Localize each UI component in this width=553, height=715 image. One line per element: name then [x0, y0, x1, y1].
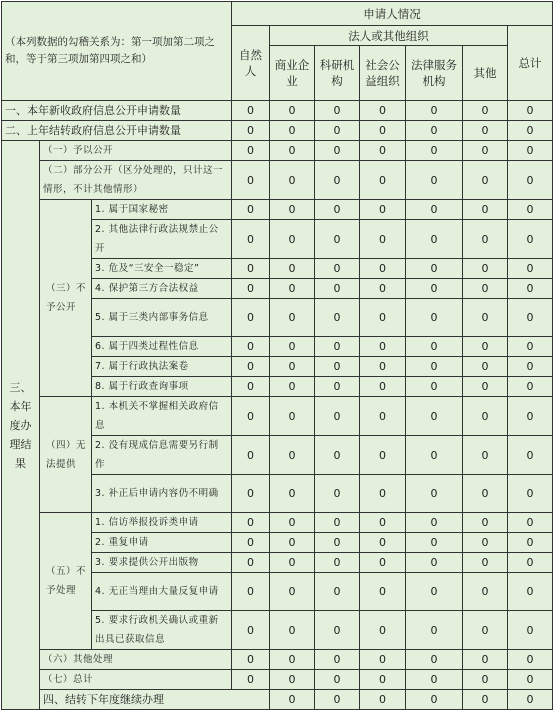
cell-value: 0: [508, 161, 553, 200]
table-row: [2, 200, 553, 220]
cell-value: 0: [315, 436, 360, 475]
cell-value: 0: [406, 690, 463, 710]
cell-value: 0: [315, 377, 360, 397]
row-label: 二、上年结转政府信息公开申请数量: [2, 121, 232, 141]
table-row: [2, 690, 553, 710]
cell-value: 0: [315, 337, 360, 357]
cell-value: 0: [508, 475, 553, 513]
cell-value: 0: [232, 141, 270, 161]
cell-value: 0: [508, 141, 553, 161]
cell-value: 0: [406, 121, 463, 141]
cell-value: 0: [508, 101, 553, 121]
cell-value: 0: [360, 377, 406, 397]
cell-value: 0: [270, 553, 315, 573]
row-label: （二）部分公开（区分处理的，只计这一情形，不计其他情形）: [40, 161, 232, 200]
cell-value: 0: [406, 513, 463, 533]
header-note: （本列数据的勾稽关系为：第一项加第二项之和，等于第三项加第四项之和）: [2, 2, 232, 101]
table-row: [2, 670, 553, 690]
cell-value: 0: [508, 553, 553, 573]
row-label: 1. 属于国家秘密: [92, 200, 232, 220]
cell-value: 0: [270, 200, 315, 220]
row-label: （六）其他处理: [40, 650, 232, 670]
table-row: [2, 121, 553, 141]
cell-value: 0: [463, 611, 508, 650]
cell-value: 0: [360, 650, 406, 670]
row-label: 2. 没有现成信息需要另行制作: [92, 436, 232, 475]
row-label: （七）总计: [40, 670, 232, 690]
cell-value: 0: [360, 397, 406, 436]
header-legal-group: 法人或其他组织: [270, 26, 508, 46]
cell-value: 0: [508, 279, 553, 299]
section-3-label: 三、本年度办理结果: [2, 141, 40, 710]
cell-value: 0: [232, 533, 270, 553]
cell-value: 0: [360, 141, 406, 161]
cell-value: 0: [232, 650, 270, 670]
cell-value: 0: [360, 475, 406, 513]
cell-value: 0: [315, 220, 360, 259]
row-label: 2. 重复申请: [92, 533, 232, 553]
cell-value: 0: [360, 279, 406, 299]
row-label: （一）予以公开: [40, 141, 232, 161]
cell-value: 0: [232, 279, 270, 299]
row-label: 一、本年新收政府信息公开申请数量: [2, 101, 232, 121]
cell-value: 0: [270, 611, 315, 650]
cell-value: 0: [315, 141, 360, 161]
cell-value: 0: [463, 397, 508, 436]
cell-value: 0: [406, 200, 463, 220]
cell-value: 0: [406, 533, 463, 553]
cell-value: 0: [360, 533, 406, 553]
cell-value: 0: [315, 650, 360, 670]
cell-value: 0: [315, 553, 360, 573]
row-label: 1. 本机关不掌握相关政府信息: [92, 397, 232, 436]
cell-value: 0: [360, 670, 406, 690]
cell-value: 0: [232, 220, 270, 259]
cell-value: 0: [232, 475, 270, 513]
row-label: 3. 危及“三安全一稳定”: [92, 259, 232, 279]
cell-value: 0: [315, 533, 360, 553]
cell-value: 0: [508, 513, 553, 533]
cell-value: 0: [315, 121, 360, 141]
row-label: 4. 无正当理由大量反复申请: [92, 573, 232, 611]
cell-value: 0: [270, 220, 315, 259]
cell-value: 0: [232, 200, 270, 220]
row-label: 6. 属于四类过程性信息: [92, 337, 232, 357]
row-label: 8. 属于行政查询事项: [92, 377, 232, 397]
cell-value: 0: [406, 670, 463, 690]
cell-value: 0: [315, 670, 360, 690]
cell-value: 0: [315, 573, 360, 611]
cell-value: 0: [270, 533, 315, 553]
cell-value: 0: [315, 279, 360, 299]
header-applicant: 申请人情况: [232, 2, 553, 26]
cell-value: 0: [232, 101, 270, 121]
cell-value: 0: [463, 200, 508, 220]
cell-value: 0: [508, 259, 553, 279]
cell-value: 0: [315, 101, 360, 121]
cell-value: 0: [270, 101, 315, 121]
group-4-label: （四）无法提供: [40, 397, 92, 513]
cell-value: 0: [315, 200, 360, 220]
cell-value: 0: [232, 573, 270, 611]
cell-value: 0: [232, 357, 270, 377]
cell-value: 0: [232, 513, 270, 533]
cell-value: 0: [508, 650, 553, 670]
cell-value: 0: [360, 200, 406, 220]
cell-value: 0: [463, 513, 508, 533]
cell-value: 0: [232, 436, 270, 475]
cell-value: 0: [406, 337, 463, 357]
cell-value: 0: [315, 161, 360, 200]
cell-value: 0: [463, 690, 508, 710]
cell-value: 0: [232, 611, 270, 650]
cell-value: 0: [406, 650, 463, 670]
cell-value: 0: [463, 161, 508, 200]
cell-value: 0: [508, 533, 553, 553]
cell-value: 0: [232, 377, 270, 397]
cell-value: 0: [508, 573, 553, 611]
row-label: 2. 其他法律行政法规禁止公开: [92, 220, 232, 259]
header-other: 其他: [463, 46, 508, 101]
cell-value: 0: [232, 337, 270, 357]
cell-value: 0: [315, 513, 360, 533]
cell-value: 0: [406, 141, 463, 161]
header-natural-person: 自然人: [232, 26, 270, 101]
row-label: 5. 要求行政机关确认或重新出具已获取信息: [92, 611, 232, 650]
row-label: 5. 属于三类内部事务信息: [92, 299, 232, 337]
cell-value: 0: [406, 553, 463, 573]
header-social: 社会公益组织: [360, 46, 406, 101]
cell-value: 0: [315, 611, 360, 650]
header-legal-service: 法律服务机构: [406, 46, 463, 101]
cell-value: 0: [508, 299, 553, 337]
cell-value: 0: [463, 553, 508, 573]
cell-value: 0: [463, 650, 508, 670]
cell-value: 0: [463, 279, 508, 299]
cell-value: 0: [463, 299, 508, 337]
cell-value: 0: [360, 553, 406, 573]
cell-value: 0: [270, 279, 315, 299]
group-3-label: （三）不予公开: [40, 200, 92, 397]
cell-value: 0: [270, 397, 315, 436]
cell-value: 0: [508, 690, 553, 710]
cell-value: 0: [232, 161, 270, 200]
cell-value: 0: [508, 670, 553, 690]
table-row: [2, 397, 553, 436]
cell-value: 0: [463, 475, 508, 513]
group-5-label: （五）不予处理: [40, 513, 92, 650]
cell-value: 0: [508, 611, 553, 650]
table-row: [2, 141, 553, 161]
cell-value: 0: [270, 141, 315, 161]
cell-value: 0: [508, 121, 553, 141]
header-research: 科研机构: [315, 46, 360, 101]
row-label: 7. 属于行政执法案卷: [92, 357, 232, 377]
cell-value: 0: [406, 259, 463, 279]
cell-value: 0: [508, 200, 553, 220]
cell-value: 0: [360, 611, 406, 650]
cell-value: 0: [270, 121, 315, 141]
table-row: [2, 161, 553, 200]
header-total: 总计: [508, 26, 553, 101]
cell-value: 0: [270, 475, 315, 513]
cell-value: 0: [360, 299, 406, 337]
cell-value: 0: [406, 397, 463, 436]
cell-value: 0: [315, 690, 360, 710]
cell-value: 0: [406, 279, 463, 299]
cell-value: 0: [508, 436, 553, 475]
cell-value: 0: [315, 259, 360, 279]
cell-value: 0: [406, 377, 463, 397]
cell-value: 0: [270, 337, 315, 357]
cell-value: 0: [360, 513, 406, 533]
cell-value: 0: [232, 121, 270, 141]
cell-value: 0: [463, 141, 508, 161]
cell-value: 0: [315, 299, 360, 337]
header-business: 商业企业: [270, 46, 315, 101]
cell-value: 0: [463, 573, 508, 611]
cell-value: 0: [270, 161, 315, 200]
row-label: 4. 保护第三方合法权益: [92, 279, 232, 299]
cell-value: 0: [270, 259, 315, 279]
table-row: [2, 650, 553, 670]
cell-value: 0: [463, 357, 508, 377]
row-label: 3. 补正后申请内容仍不明确: [92, 475, 232, 513]
table-row: [2, 513, 553, 533]
cell-value: 0: [463, 121, 508, 141]
disclosure-table: [1, 1, 553, 710]
cell-value: 0: [508, 357, 553, 377]
cell-value: 0: [270, 573, 315, 611]
row-label: 四、结转下年度继续办理: [40, 690, 270, 710]
cell-value: 0: [508, 337, 553, 357]
cell-value: 0: [406, 101, 463, 121]
cell-value: 0: [232, 259, 270, 279]
cell-value: 0: [315, 357, 360, 377]
cell-value: 0: [463, 670, 508, 690]
cell-value: 0: [270, 690, 315, 710]
cell-value: 0: [463, 101, 508, 121]
cell-value: 0: [508, 377, 553, 397]
cell-value: 0: [270, 357, 315, 377]
cell-value: 0: [270, 670, 315, 690]
cell-value: 0: [232, 397, 270, 436]
cell-value: 0: [463, 220, 508, 259]
cell-value: 0: [360, 337, 406, 357]
cell-value: 0: [406, 573, 463, 611]
cell-value: 0: [360, 690, 406, 710]
cell-value: 0: [270, 299, 315, 337]
cell-value: 0: [360, 259, 406, 279]
cell-value: 0: [406, 299, 463, 337]
cell-value: 0: [315, 475, 360, 513]
cell-value: 0: [406, 611, 463, 650]
cell-value: 0: [463, 533, 508, 553]
cell-value: 0: [406, 220, 463, 259]
cell-value: 0: [360, 436, 406, 475]
cell-value: 0: [315, 397, 360, 436]
cell-value: 0: [360, 357, 406, 377]
table-row: [2, 101, 553, 121]
cell-value: 0: [406, 475, 463, 513]
row-label: 1. 信访举报投诉类申请: [92, 513, 232, 533]
cell-value: 0: [232, 670, 270, 690]
cell-value: 0: [360, 573, 406, 611]
cell-value: 0: [270, 377, 315, 397]
cell-value: 0: [463, 436, 508, 475]
cell-value: 0: [406, 436, 463, 475]
cell-value: 0: [232, 299, 270, 337]
cell-value: 0: [270, 650, 315, 670]
cell-value: 0: [360, 101, 406, 121]
cell-value: 0: [360, 220, 406, 259]
cell-value: 0: [270, 513, 315, 533]
cell-value: 0: [406, 161, 463, 200]
cell-value: 0: [463, 337, 508, 357]
cell-value: 0: [508, 397, 553, 436]
cell-value: 0: [270, 436, 315, 475]
cell-value: 0: [508, 220, 553, 259]
row-label: 3. 要求提供公开出版物: [92, 553, 232, 573]
cell-value: 0: [360, 161, 406, 200]
cell-value: 0: [360, 121, 406, 141]
cell-value: 0: [232, 553, 270, 573]
cell-value: 0: [406, 357, 463, 377]
cell-value: 0: [463, 377, 508, 397]
cell-value: 0: [463, 259, 508, 279]
